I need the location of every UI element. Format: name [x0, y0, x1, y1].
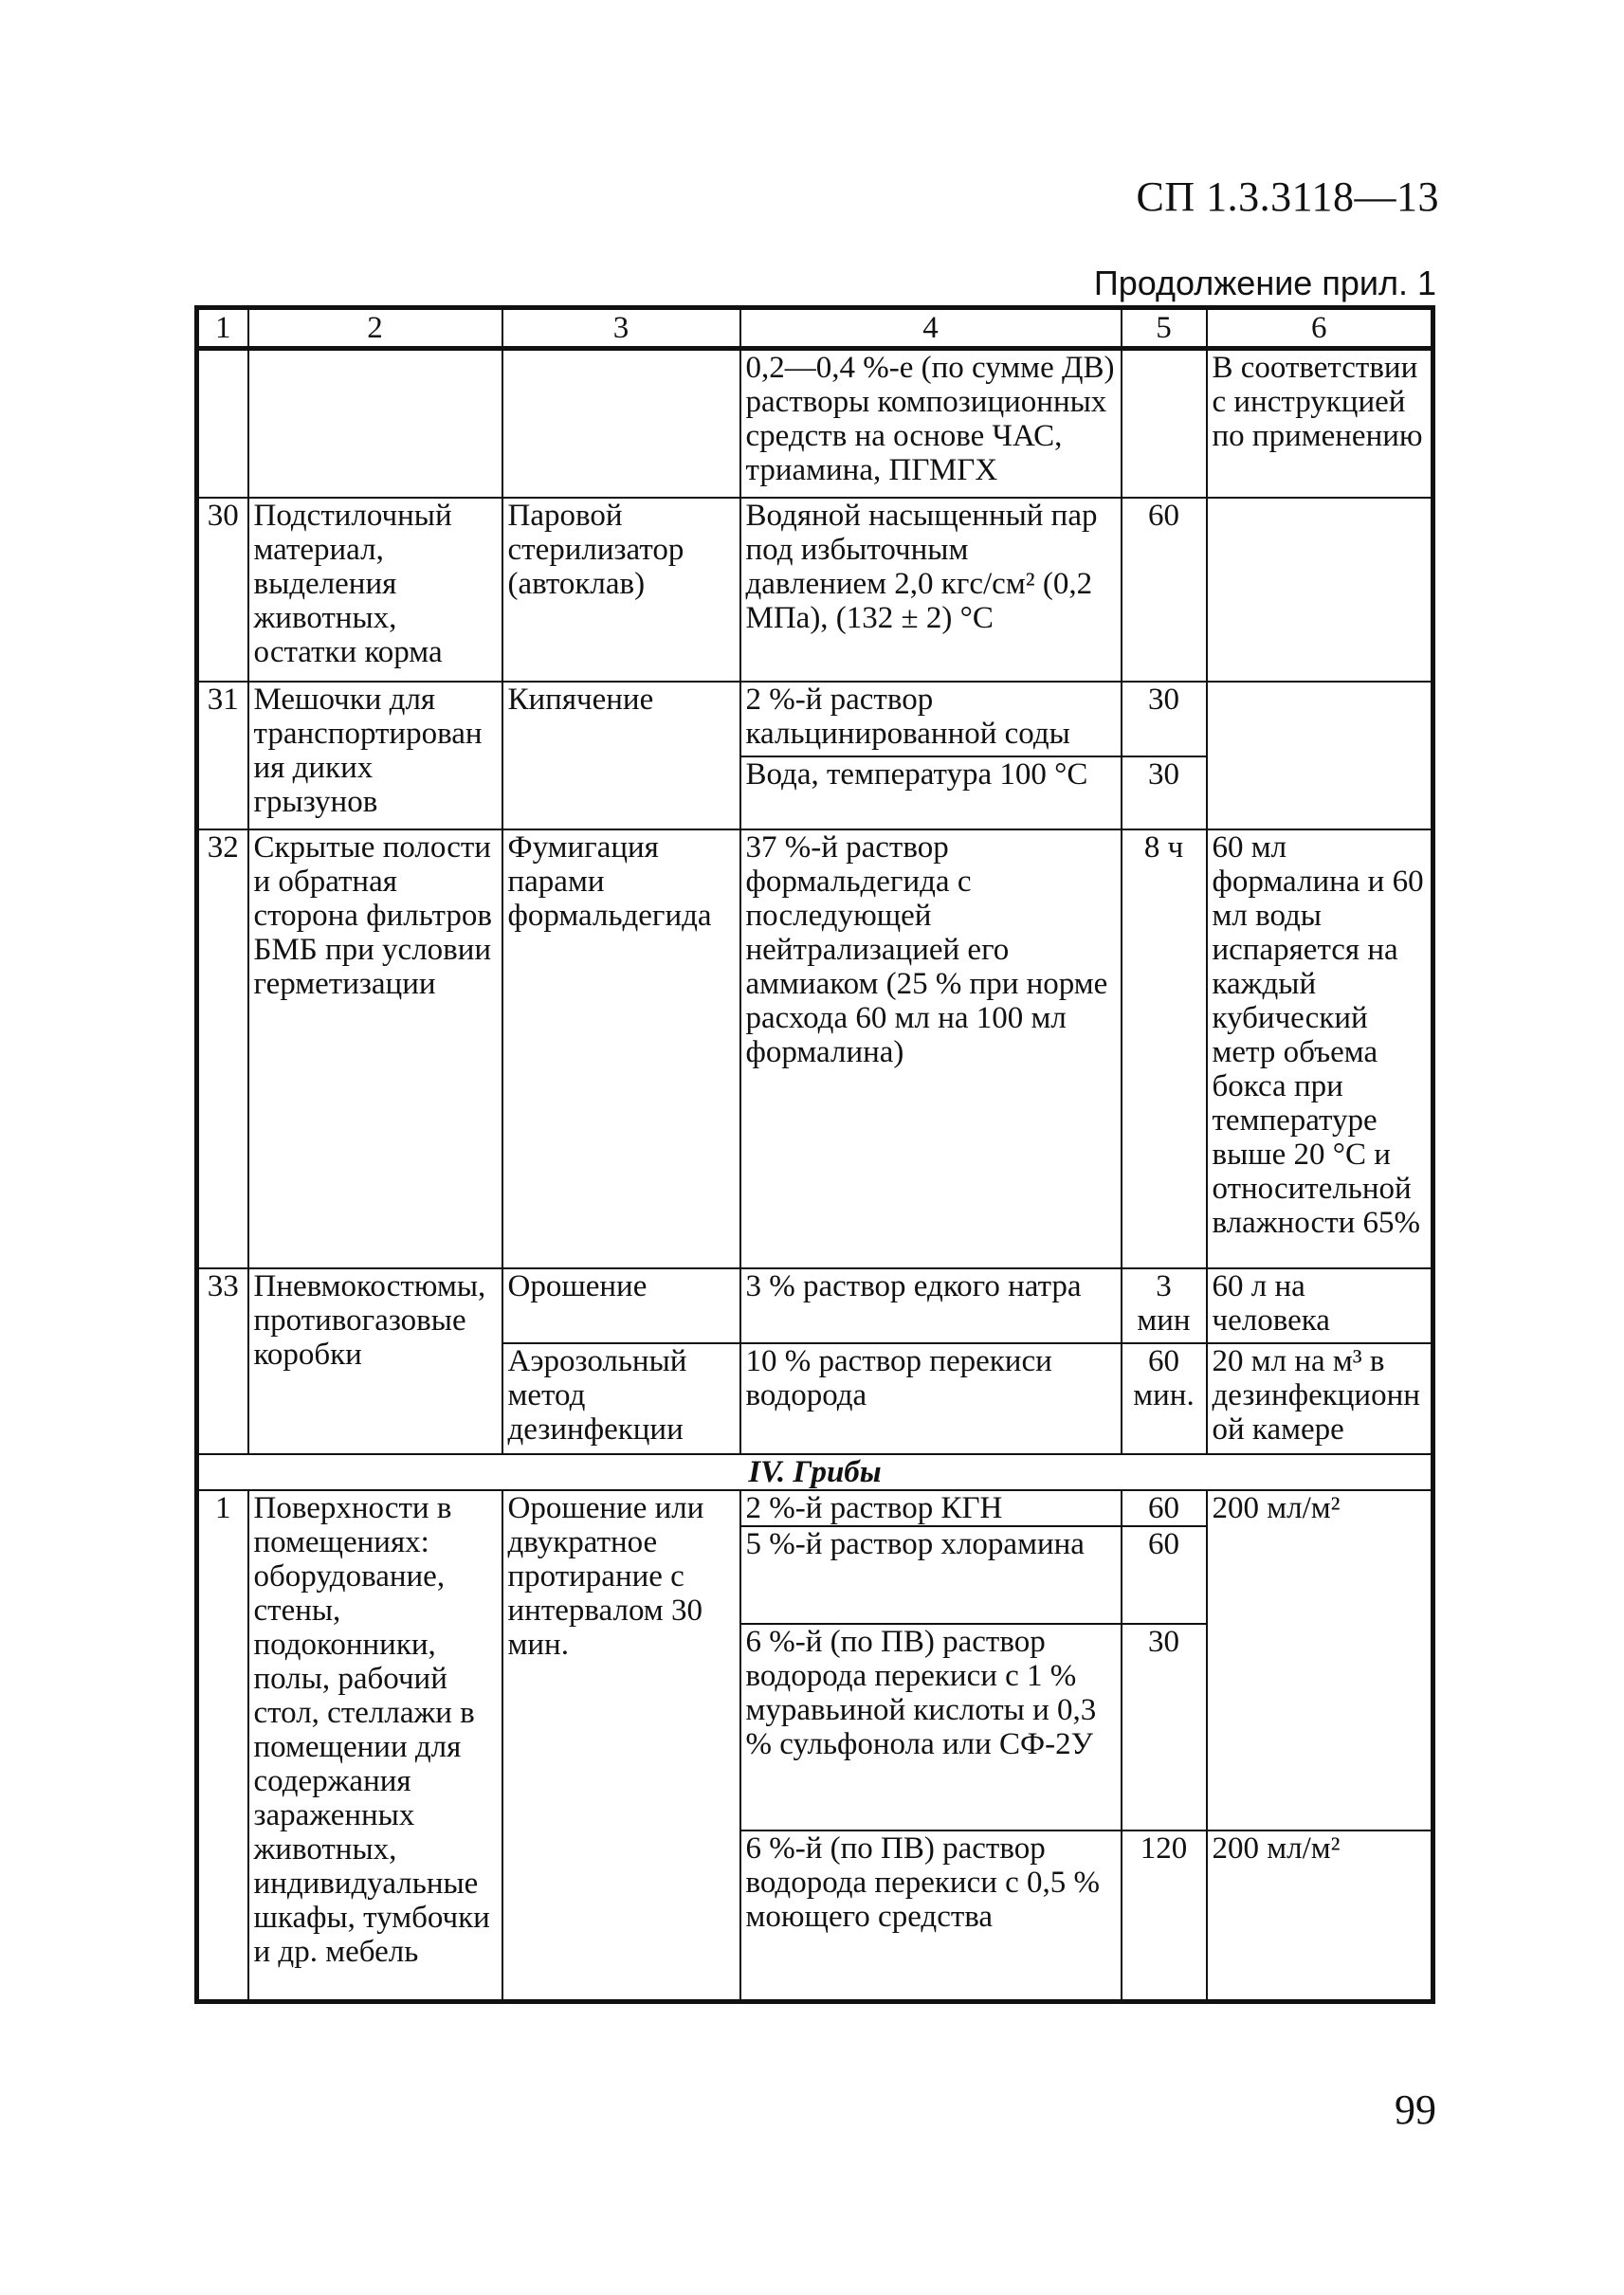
row-agent: Водяной насыщенный пар под избыточным давлением 2,0 кгс/см² (0,2 МПа), (132 ± 2) °С	[740, 498, 1122, 682]
row-object	[248, 349, 502, 498]
header-cell-6: 6	[1207, 308, 1433, 349]
row-note: 60 мл формалина и 60 мл воды испаряется на каждый кубический метр объема бокса при температуре выше 20 °С и относительной влажности 65%	[1207, 829, 1433, 1268]
row-agent: 5 %-й раствор хлорамина	[740, 1526, 1122, 1623]
row-object: Мешочки для транспортирования диких грызунов	[248, 682, 502, 829]
row-note	[1207, 682, 1433, 829]
header-cell-2: 2	[248, 308, 502, 349]
table-row	[197, 1490, 1433, 1526]
section-title: IV. Грибы	[197, 1454, 1433, 1490]
row-time: 60	[1122, 498, 1207, 682]
table-header-row	[197, 308, 1433, 349]
row-method: Фумигация парами формальдегида	[502, 829, 740, 1268]
row-object: Поверхности в помещениях: оборудование, стены, подоконники, полы, рабочий стол, стеллажи в помещении для содержания зараженных животных, индивидуальные шкафы, тумбочки и др. мебель	[248, 1490, 502, 2001]
row-number: 31	[197, 682, 248, 829]
row-note: 200 мл/м²	[1207, 1490, 1433, 1830]
header-cell-1: 1	[197, 308, 248, 349]
row-agent: 3 % раствор едкого натра	[740, 1268, 1122, 1343]
continuation-label: Продолжение прил. 1	[1093, 264, 1436, 302]
row-number: 33	[197, 1268, 248, 1454]
row-method: Паровой стерилизатор (автоклав)	[502, 498, 740, 682]
row-time: 60	[1122, 1526, 1207, 1623]
row-agent: 6 %-й (по ПВ) раствор водорода перекиси с 1 % муравьиной кислоты и 0,3 % сульфонола или СФ-2У	[740, 1624, 1122, 1831]
header-cell-5: 5	[1122, 308, 1207, 349]
row-method: Кипячение	[502, 682, 740, 829]
row-note: 60 л на человека	[1207, 1268, 1433, 1343]
row-note: 200 мл/м²	[1207, 1831, 1433, 2002]
row-agent: Вода, температура 100 °С	[740, 756, 1122, 829]
row-time: 30	[1122, 1624, 1207, 1831]
row-number: 1	[197, 1490, 248, 2001]
row-number	[197, 349, 248, 498]
row-agent: 2 %-й раствор кальцинированной соды	[740, 682, 1122, 756]
row-object: Скрытые полости и обратная сторона фильтров БМБ при условии герметизации	[248, 829, 502, 1268]
row-object: Подстилочный материал, выделения животных, остатки корма	[248, 498, 502, 682]
header-cell-3: 3	[502, 308, 740, 349]
row-method	[502, 349, 740, 498]
row-agent: 0,2—0,4 %-е (по сумме ДВ) растворы композиционных средств на основе ЧАС, триамина, ПГМГХ	[740, 349, 1122, 498]
row-number: 30	[197, 498, 248, 682]
row-agent: 6 %-й (по ПВ) раствор водорода перекиси с 0,5 % моющего средства	[740, 1831, 1122, 2002]
row-agent: 37 %-й раствор формальдегида с последующей нейтрализацией его аммиаком (25 % при норме расхода 60 мл на 100 мл формалина)	[740, 829, 1122, 1268]
row-method: Аэрозольный метод дезинфекции	[502, 1343, 740, 1454]
row-time: 30	[1122, 682, 1207, 756]
row-note	[1207, 498, 1433, 682]
row-agent: 2 %-й раствор КГН	[740, 1490, 1122, 1526]
row-agent: 10 % раствор перекиси водорода	[740, 1343, 1122, 1454]
section-row	[197, 1454, 1433, 1490]
row-object: Пневмокостюмы, противогазовые коробки	[248, 1268, 502, 1454]
row-time: 30	[1122, 756, 1207, 829]
header-cell-4: 4	[740, 308, 1122, 349]
disinfection-table	[194, 305, 1435, 2004]
row-number: 32	[197, 829, 248, 1268]
page-number: 99	[1395, 2086, 1436, 2133]
document-code: СП 1.3.3118—13	[1136, 173, 1439, 220]
row-method: Орошение или двукратное протирание с интервалом 30 мин.	[502, 1490, 740, 2001]
row-note: В соответствии с инструкцией по применению	[1207, 349, 1433, 498]
row-method: Орошение	[502, 1268, 740, 1343]
row-time: 120	[1122, 1831, 1207, 2002]
row-time: 3 мин	[1122, 1268, 1207, 1343]
row-note: 20 мл на м³ в дезинфекционной камере	[1207, 1343, 1433, 1454]
row-time: 60	[1122, 1490, 1207, 1526]
row-time: 8 ч	[1122, 829, 1207, 1268]
row-time	[1122, 349, 1207, 498]
row-time: 60 мин.	[1122, 1343, 1207, 1454]
